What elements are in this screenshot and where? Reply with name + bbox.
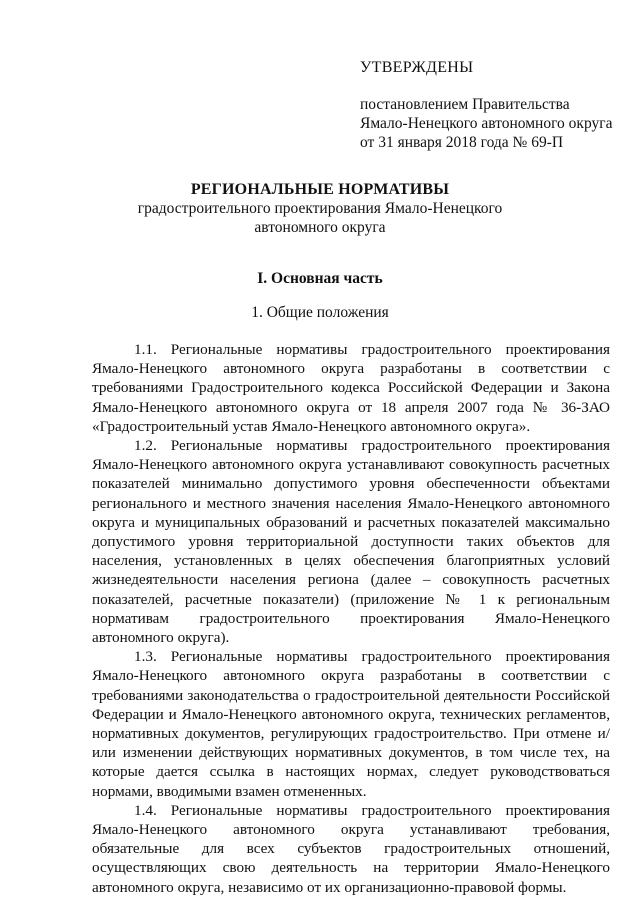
- body-text: [92, 340, 610, 897]
- document-title-block: [60, 180, 580, 237]
- subsection-title: 1. Общие положения: [251, 304, 389, 321]
- approval-block: [360, 58, 620, 152]
- paragraph-1-4: 1.4. Региональные нормативы градостроительного проектирования Ямало-Ненецкого автономного округа устанавливают требования, обязательные для всех субъектов градостроительных отношений, осуществляющих свою деятельность на территории Ямало-Ненецкого автономного округа, независимо от их организационно-правовой формы.: [92, 801, 610, 896]
- paragraph-1-2: 1.2. Региональные нормативы градостроительного проектирования Ямало-Ненецкого автономного округа устанавливают совокупность расчетных показателей минимально допустимого уровня обеспеченности объектами регионального и местного значения населения Ямало-Ненецкого автономного округа и муниципальных образований и расчетных показателей максимально допустимого уровня территориальной доступности таких объектов для населения, установленных в целях обеспечения благоприятных условий жизнедеятельности населения региона (далее – совокупность расчетных показателей, расчетные показатели) (приложение № 1 к региональным нормативам градостроительного проектирования Ямало-Ненецкого автономного округа).: [92, 437, 610, 647]
- section-title: I. Основная часть: [257, 270, 383, 287]
- document-subtitle-line-1: градостроительного проектирования Ямало-Ненецкого: [137, 200, 503, 217]
- paragraph-1-3: 1.3. Региональные нормативы градостроительного проектирования Ямало-Ненецкого автономного округа разработаны в соответствии с требованиями законодательства о градостроительной деятельности Российской Федерации и Ямало-Ненецкого автономного округа, технических регламентов, нормативных документов, регулирующих градостроительство. При отмене и/или изменении действующих нормативных документов, в том числе тех, на которые дается ссылка в настоящих нормах, следует руководствоваться нормами, вводимыми взамен отмененных.: [92, 648, 610, 800]
- approval-line-1: постановлением Правительства: [360, 96, 570, 113]
- approval-line-2: Ямало-Ненецкого автономного округа: [360, 115, 613, 132]
- paragraph-1-1: 1.1. Региональные нормативы градостроительного проектирования Ямало-Ненецкого автономного округа разработаны в соответствии с требованиями Градостроительного кодекса Российской Федерации и Закона Ямало-Ненецкого автономного округа от 18 апреля 2007 года № 36-ЗАО «Градостроительный устав Ямало-Ненецкого автономного округа».: [92, 341, 610, 435]
- document-title: РЕГИОНАЛЬНЫЕ НОРМАТИВЫ: [190, 181, 450, 198]
- document-subtitle-line-2: автономного округа: [254, 219, 386, 236]
- approval-heading: УТВЕРЖДЕНЫ: [360, 59, 474, 76]
- approval-line-3: от 31 января 2018 года № 69-П: [360, 134, 564, 151]
